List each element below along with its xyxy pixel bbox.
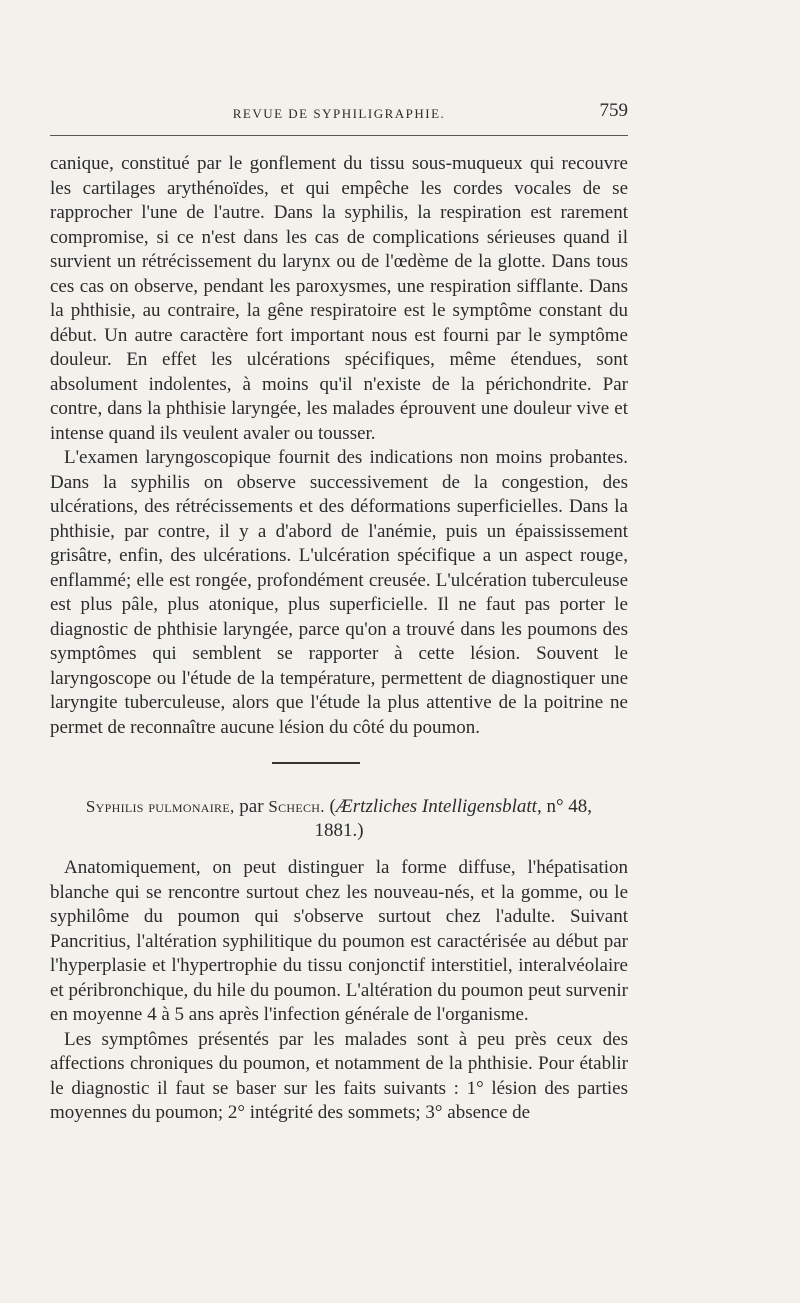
paragraph: Les symptômes présentés par les malades sont à peu près ceux des affections chroniques du poumon, et notamment de la phthisie. Pour établir le diagnostic il faut se baser sur les faits suivants : 1° lésion des parties moyennes du poumon; 2° intégrité des sommets; 3° absence de [50,1028,628,1123]
paragraph: L'examen laryngoscopique fournit des indications non moins probantes. Dans la syphilis on observe successivement de la congestion, des ulcérations, des rétrécissements et des déformations superficielles. Dans la phthisie, par contre, il y a d'abord de l'anémie, puis un épaississement grisâtre, enfin, des ulcérations. L'ulcération spécifique a un aspect rouge, enflammé; elle est rongée, profondément creusée. L'ulcération tuberculeuse est plus pâle, plus atonique, plus superficielle. Il ne faut pas porter le diagnostic de phthisie laryngée, parce qu'on a trouvé dans les poumons des symptômes qui semblent se rapporter à cette lésion. Souvent le laryngoscope ou l'étude de la température, permettent de diagnostiquer une laryngite tuberculeuse, alors que l'étude la plus attentive de la poitrine ne permet de reconnaître aucune lésion du côté du poumon. [50,447,628,738]
journal-paren: ( [324,796,336,817]
running-title: REVUE DE SYPHILIGRAPHIE. [232,106,446,121]
paragraph: canique, constitué par le gonflement du tissu sous-muqueux qui recouvre les cartilages arythénoïdes, et qui empêche les cordes vocales de se rapprocher l'une de l'autre. Dans la syphilis, la respiration est rarement compromise, si ce n'est dans les cas de complications sérieuses quand il survient un rétrécissement du larynx ou de l'œdème de la glotte. Dans tous ces cas on observe, pendant les paroxysmes, une respiration sifflante. Dans la phthisie, au contraire, la gêne respiratoire est le symptôme constant du début. Un autre caractère fort important nous est fourni par le symptôme douleur. En effet les ulcérations spécifiques, même étendues, sont absolument indolentes, à moins qu'il n'existe de la périchondrite. Par contre, dans la phthisie laryngée, les malades éprouvent une douleur vive et intense quand ils veulent avaler ou tousser. [50,153,628,444]
header-rule [50,135,628,136]
journal-name: Ærtzliches Intelligensblatt, [335,796,542,817]
running-header [50,106,628,122]
journal-year: 1881.) [314,820,364,841]
section-title [50,795,628,843]
page-number: 759 [599,100,628,121]
section-subject: Syphilis pulmonaire, [85,797,235,816]
journal-number: n° 48, [541,796,593,817]
section-divider [272,762,360,764]
section-by: par [234,796,269,817]
section-author: Schech. [268,797,325,816]
paragraph: Anatomiquement, on peut distinguer la forme diffuse, l'hépatisation blanche qui se rencontre surtout chez les nouveau-nés, et la gomme, ou le syphilôme du poumon qui s'observe surtout chez l'adulte. Suivant Pancritius, l'altération syphilitique du poumon est caractérisée au début par l'hyperplasie et l'hypertrophie du tissu conjonctif interstitiel, interalvéolaire et péribronchique, du hile du poumon. L'altération du poumon peut survenir en moyenne 4 à 5 ans après l'infection générale de l'organisme. [50,857,628,1025]
body-text-section-1 [50,152,628,740]
body-text-section-2 [50,856,628,1126]
